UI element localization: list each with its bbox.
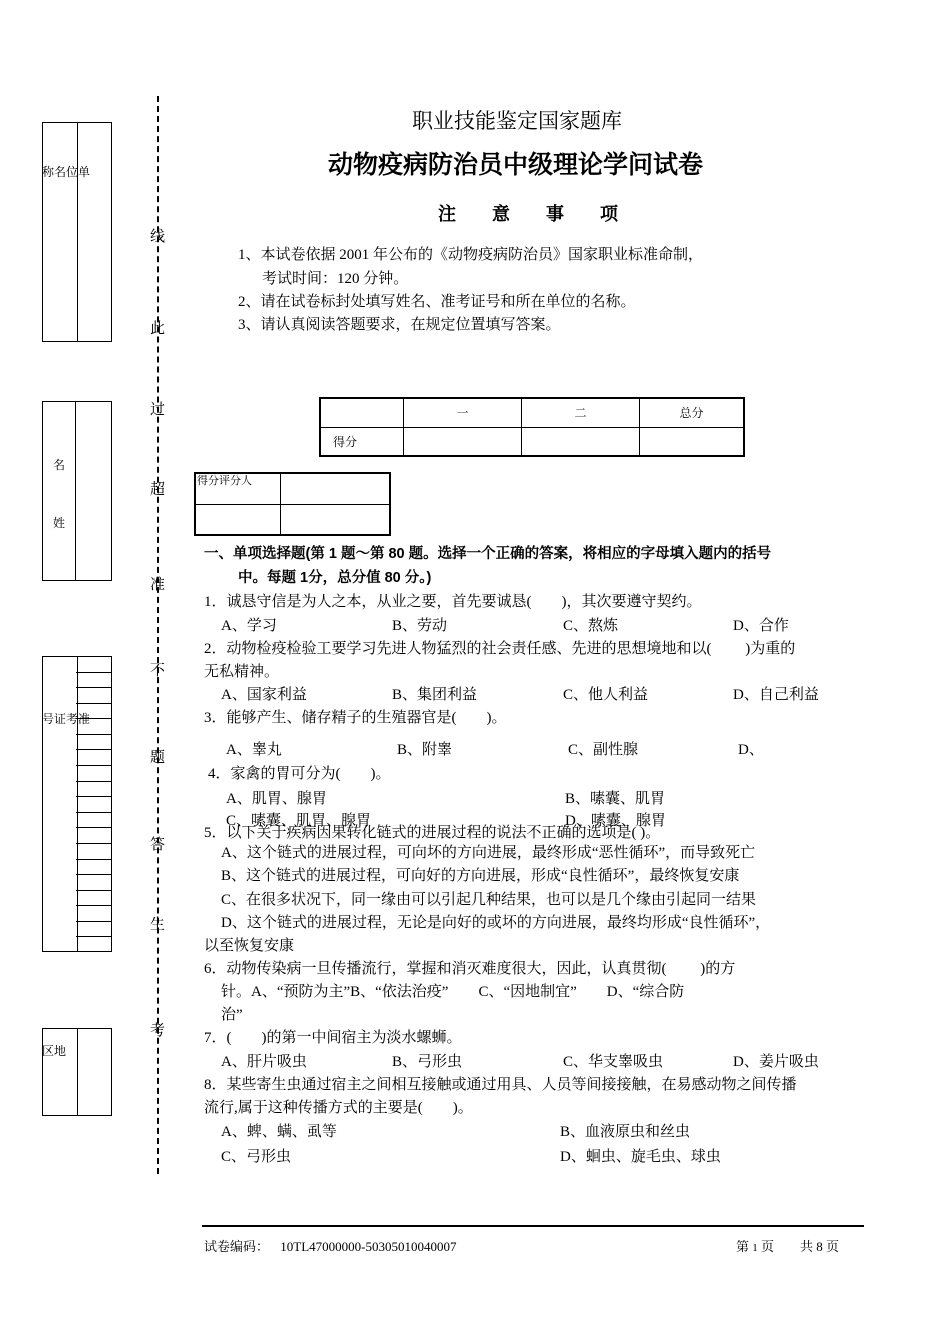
question-2-stem: 2．动物检疫检验工要学习先进人物猛烈的社会责任感、先进的思想境地和以( )为重的 bbox=[204, 641, 796, 657]
score-row-label: 得分 bbox=[320, 427, 404, 456]
question-7-option-a: A、肝片吸虫 bbox=[221, 1054, 307, 1070]
cut-char: 答 bbox=[150, 837, 166, 853]
footer-page-prefix: 第 bbox=[736, 1239, 750, 1254]
grader-table bbox=[194, 472, 391, 536]
cut-char: 准 bbox=[150, 577, 166, 593]
exam-id-cell-line bbox=[76, 781, 112, 782]
question-1-option-a: A、学习 bbox=[221, 618, 277, 634]
question-7-option-b: B、弓形虫 bbox=[392, 1054, 463, 1070]
exam-id-cell-line bbox=[76, 859, 112, 860]
exam-id-cell-line bbox=[76, 687, 112, 688]
footer-code bbox=[204, 1236, 456, 1255]
question-4-option-b: B、嗉囊、肌胃 bbox=[565, 791, 666, 807]
grader-cell[interactable] bbox=[281, 473, 391, 504]
cut-char: 考 bbox=[150, 1023, 166, 1039]
score-header-cell bbox=[320, 398, 404, 427]
question-6-options: 针。A、“预防为主”B、“依法治疫” C、“因地制宜” D、“综合防 bbox=[221, 984, 685, 1000]
score-cell[interactable] bbox=[522, 427, 640, 456]
section-heading-cont: 中。每题 1分，总分值 80 分。) bbox=[238, 570, 432, 586]
exam-id-cell-line bbox=[76, 765, 112, 766]
region-label: 区地 bbox=[42, 1044, 67, 1058]
question-8-option-c: C、弓形虫 bbox=[221, 1149, 292, 1165]
cut-char: 超 bbox=[150, 482, 166, 498]
question-2-option-d: D、自己利益 bbox=[733, 687, 819, 703]
exam-id-cell-line bbox=[76, 749, 112, 750]
footer-rule bbox=[202, 1225, 864, 1227]
exam-id-cell-line bbox=[76, 703, 112, 704]
exam-id-cell-line bbox=[76, 905, 112, 906]
unit-name-label: 称名位单 bbox=[42, 165, 91, 179]
exam-id-label: 号证考准 bbox=[42, 712, 91, 726]
question-5-option-a: A、这个链式的进展过程，可向坏的方向进展，最终形成“恶性循环”，而导致死亡 bbox=[221, 845, 756, 861]
question-4-option-a: A、肌胃、腺胃 bbox=[226, 791, 327, 807]
question-3-option-a: A、睾丸 bbox=[226, 742, 282, 758]
question-3-option-d: D、 bbox=[738, 742, 764, 758]
exam-id-cell-line bbox=[76, 936, 112, 937]
cut-char: 不 bbox=[150, 663, 166, 679]
question-7-option-d: D、姜片吸虫 bbox=[733, 1054, 819, 1070]
exam-title: 动物疫病防治员中级理论学问试卷 bbox=[328, 151, 704, 179]
question-4-option-d: D、嗉囊、腺胃 bbox=[565, 813, 666, 829]
question-2-stem-cont: 无私精神。 bbox=[204, 664, 280, 680]
score-label: 得分 bbox=[197, 475, 219, 487]
exam-subtitle: 职业技能鉴定国家题库 bbox=[412, 110, 622, 133]
exam-id-cell-line bbox=[76, 812, 112, 813]
question-3-stem: 3．能够产生、储存精子的生殖器官是( )。 bbox=[204, 710, 507, 726]
question-1-stem: 1．诚恳守信是为人之本，从业之要，首先要诚恳( )，其次要遵守契约。 bbox=[204, 594, 702, 610]
exam-id-cell-line bbox=[76, 874, 112, 875]
question-7-option-c: C、华支睾吸虫 bbox=[563, 1054, 664, 1070]
seal-cut-line bbox=[157, 96, 159, 1174]
name-label-char-2: 姓 bbox=[53, 516, 66, 530]
name-label-char-1: 名 bbox=[53, 458, 66, 472]
question-7-stem: 7．( )的第一中间宿主为淡水螺蛳。 bbox=[204, 1030, 462, 1046]
question-5-option-d: D、这个链式的进展过程，无论是向好的或坏的方向进展，最终均形成“良性循环”， bbox=[221, 915, 771, 931]
question-6-options-cont: 治” bbox=[221, 1007, 243, 1023]
question-8-stem: 8．某些寄生虫通过宿主之间相互接触或通过用具、人员等间接接触，在易感动物之间传播 bbox=[204, 1077, 797, 1093]
notice-item: 考试时间：120 分钟。 bbox=[262, 271, 409, 287]
question-8-option-b: B、血液原虫和丝虫 bbox=[560, 1124, 691, 1140]
score-cell[interactable] bbox=[640, 427, 745, 456]
notice-item: 3、请认真阅读答题要求，在规定位置填写答案。 bbox=[238, 317, 561, 333]
score-cell[interactable] bbox=[404, 427, 522, 456]
grader-label: 评分人 bbox=[219, 475, 252, 487]
section-heading: 一、单项选择题(第 1 题～第 80 题。选择一个正确的答案，将相应的字母填入题内的括号 bbox=[204, 546, 772, 562]
question-1-option-b: B、劳动 bbox=[392, 618, 448, 634]
notice-item: 1、本试卷依据 2001 年公布的《动物疫病防治员》国家职业标准命制， bbox=[238, 247, 704, 263]
question-8-option-a: A、蜱、螨、虱等 bbox=[221, 1124, 337, 1140]
exam-id-cell-line bbox=[76, 796, 112, 797]
exam-id-cell-line bbox=[76, 921, 112, 922]
question-5-stem: 5．以下关于疾病因果转化链式的进展过程的说法不正确的选项是( )。 bbox=[204, 825, 661, 841]
exam-id-cell-line bbox=[76, 827, 112, 828]
footer-page-number: 1 bbox=[752, 1242, 758, 1254]
question-1-option-c: C、熬炼 bbox=[563, 618, 619, 634]
footer-page-mid: 页 共 bbox=[761, 1239, 814, 1254]
footer-page bbox=[736, 1236, 839, 1255]
question-3-option-b: B、附睾 bbox=[397, 742, 453, 758]
footer-total-pages: 8 bbox=[816, 1239, 823, 1254]
grader-cell[interactable] bbox=[281, 504, 391, 535]
question-5-option-d-cont: 以至恢复安康 bbox=[204, 938, 295, 954]
score-header-cell: 二 bbox=[522, 398, 640, 427]
question-5-option-c: C、在很多状况下，同一缘由可以引起几种结果，也可以是几个缘由引起同一结果 bbox=[221, 892, 757, 908]
exam-id-cell-line bbox=[76, 672, 112, 673]
footer-code-value: 10TL47000000-50305010040007 bbox=[280, 1239, 457, 1254]
score-table bbox=[319, 397, 745, 457]
question-8-stem-cont: 流行,属于这种传播方式的主要是( )。 bbox=[204, 1100, 473, 1116]
question-5-option-b: B、这个链式的进展过程，可向好的方向进展，形成“良性循环”，最终恢复安康 bbox=[221, 868, 740, 884]
question-2-option-b: B、集团利益 bbox=[392, 687, 478, 703]
question-2-option-a: A、国家利益 bbox=[221, 687, 307, 703]
grader-header-cell bbox=[195, 473, 281, 504]
grader-cell[interactable] bbox=[195, 504, 281, 535]
cut-char: 过 bbox=[150, 402, 166, 418]
notice-title: 注 意 事 项 bbox=[438, 204, 618, 224]
exam-id-box bbox=[42, 656, 112, 952]
notice-item: 2、请在试卷标封处填写姓名、准考证号和所在单位的名称。 bbox=[238, 294, 636, 310]
score-header-cell: 一 bbox=[404, 398, 522, 427]
unit-name-box bbox=[42, 122, 112, 342]
question-4-option-c: C、嗉囊、肌胃、腺胃 bbox=[226, 813, 372, 829]
question-8-option-d: D、蛔虫、旋毛虫、球虫 bbox=[560, 1149, 721, 1165]
exam-id-cell-line bbox=[76, 734, 112, 735]
score-header-cell: 总分 bbox=[640, 398, 745, 427]
footer-page-suffix: 页 bbox=[826, 1239, 840, 1254]
question-2-option-c: C、他人利益 bbox=[563, 687, 649, 703]
cut-char: 线 bbox=[150, 229, 166, 245]
exam-id-cell-line bbox=[76, 890, 112, 891]
question-6-stem: 6．动物传染病一旦传播流行，掌握和消灭难度很大，因此，认真贯彻( )的方 bbox=[204, 961, 736, 977]
cut-char: 题 bbox=[150, 750, 166, 766]
cut-char: 此 bbox=[150, 321, 166, 337]
question-1-option-d: D、合作 bbox=[733, 618, 789, 634]
exam-id-cell-line bbox=[76, 843, 112, 844]
footer-code-label: 试卷编码： bbox=[204, 1239, 270, 1254]
cut-char: 生 bbox=[150, 917, 166, 933]
question-3-option-c: C、副性腺 bbox=[568, 742, 639, 758]
question-4-stem: 4．家禽的胃可分为( )。 bbox=[208, 766, 391, 782]
name-box bbox=[42, 401, 112, 581]
